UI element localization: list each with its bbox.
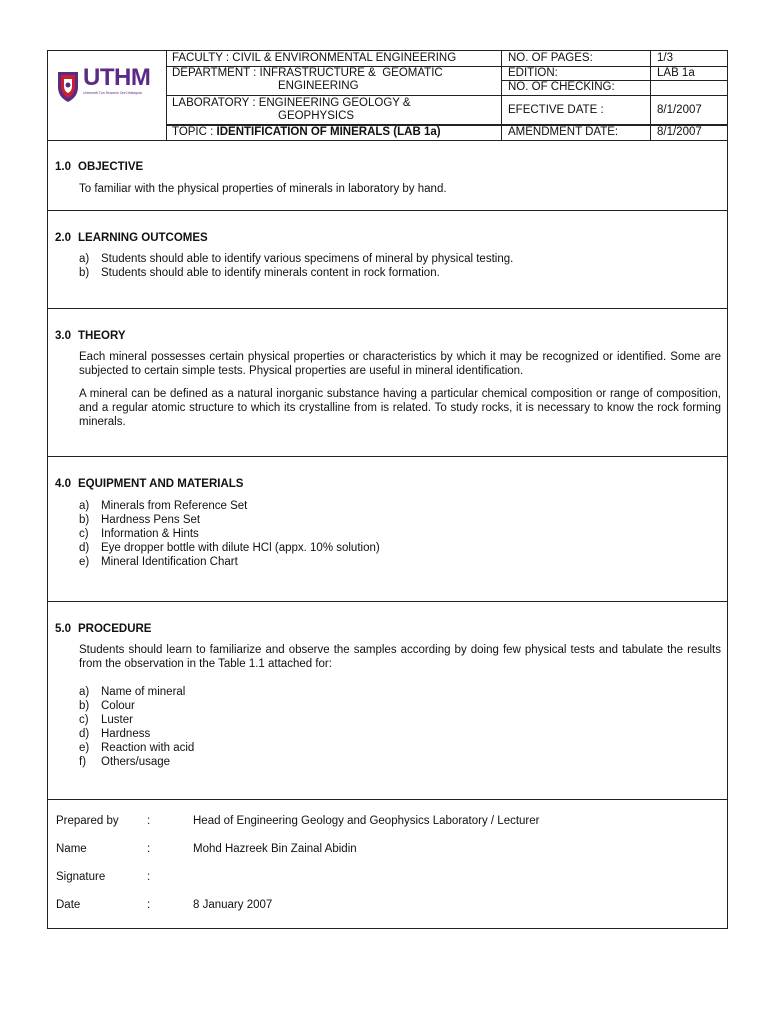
outcomes-number: 2.0 (55, 232, 71, 244)
list-item-text: Colour (101, 700, 135, 712)
procedure-number: 5.0 (55, 623, 71, 635)
list-item-text: Hardness Pens Set (101, 514, 201, 526)
list-item (79, 685, 194, 699)
topic-text (172, 126, 501, 139)
theory-heading (55, 330, 126, 342)
list-marker: c) (79, 528, 89, 540)
list-item-text: Others/usage (101, 756, 171, 768)
equipment-number: 4.0 (55, 478, 71, 490)
list-item (79, 555, 380, 569)
outcomes-heading (55, 232, 208, 244)
signoff-colon: : (147, 843, 151, 855)
section-learning-outcomes (48, 211, 727, 309)
equipment-heading (55, 478, 243, 490)
signoff-colon: : (147, 871, 151, 883)
list-marker: a) (79, 500, 90, 512)
laboratory-line2: GEOPHYSICS (278, 110, 355, 122)
list-marker: a) (79, 253, 90, 265)
signoff-label: Signature (56, 871, 106, 883)
section-objective (48, 140, 727, 211)
list-item-text: Hardness (101, 728, 151, 740)
no-of-pages-value: 1/3 (657, 52, 673, 64)
list-marker: d) (79, 728, 90, 740)
list-marker: b) (79, 700, 90, 712)
procedure-heading (55, 623, 151, 635)
list-item (79, 727, 194, 741)
list-item (79, 755, 194, 769)
list-marker: c) (79, 714, 89, 726)
signoff-value: Head of Engineering Geology and Geophysics Laboratory / Lecturer (193, 815, 540, 827)
no-of-checking-label: NO. OF CHECKING: (508, 81, 615, 93)
edition-value: LAB 1a (657, 67, 695, 79)
header-row-topic (166, 124, 727, 141)
section-equipment (48, 457, 727, 602)
faculty-text: FACULTY : CIVIL & ENVIRONMENTAL ENGINEERING (172, 52, 457, 64)
list-item (79, 266, 513, 280)
list-marker: e) (79, 742, 90, 754)
list-item-text: Name of mineral (101, 686, 186, 698)
procedure-text: Students should learn to familiarize and observe the samples according by doing few physical tests and tabulate the results from the observation in the Table 1.1 attached for: (79, 644, 721, 670)
document-header (48, 51, 727, 141)
list-item-text: Eye dropper bottle with dilute HCl (appx. 10% solution) (101, 542, 380, 554)
list-item (79, 713, 194, 727)
signoff-colon: : (147, 899, 151, 911)
objective-text: To familiar with the physical properties of minerals in laboratory by hand. (79, 183, 447, 195)
theory-paragraph-1: Each mineral possesses certain physical properties or characteristics by which it may be recognized or identified. Some are subjected to certain simple tests. Physical properties are useful in mineral identification. (79, 351, 721, 377)
list-marker: a) (79, 686, 90, 698)
signoff-label: Name (56, 843, 87, 855)
effective-date-value: 8/1/2007 (657, 104, 702, 116)
theory-title: THEORY (78, 330, 126, 342)
list-item (79, 741, 194, 755)
list-marker: b) (79, 267, 90, 279)
header-row-faculty (166, 51, 727, 67)
list-item (79, 513, 380, 527)
list-marker: f) (79, 756, 87, 768)
list-marker: b) (79, 514, 90, 526)
outcomes-title: LEARNING OUTCOMES (78, 232, 208, 244)
theory-paragraph-2: A mineral can be defined as a natural inorganic substance having a particular chemical composition or range of composition, and a regular atomic structure to which its crystalline from is related. To study rocks, it is necessary to know the rock forming minerals. (79, 388, 721, 428)
objective-heading (55, 161, 143, 173)
laboratory-line1: LABORATORY : ENGINEERING GEOLOGY & (172, 97, 411, 109)
list-item-text: Information & Hints (101, 528, 199, 540)
department-line1: DEPARTMENT : INFRASTRUCTURE & GEOMATIC (172, 67, 443, 79)
department-line2: ENGINEERING (278, 80, 359, 92)
theory-number: 3.0 (55, 330, 71, 342)
topic-label: TOPIC : (172, 126, 217, 138)
header-row-laboratory (166, 95, 727, 126)
outcomes-list (79, 252, 513, 280)
amendment-date-value: 8/1/2007 (657, 126, 702, 138)
list-item (79, 699, 194, 713)
no-of-pages-label: NO. OF PAGES: (508, 52, 593, 64)
list-item-text: Mineral Identification Chart (101, 556, 238, 568)
procedure-list (79, 685, 194, 769)
list-item (79, 252, 513, 266)
signoff-value: Mohd Hazreek Bin Zainal Abidin (193, 843, 357, 855)
list-item (79, 499, 380, 513)
list-item-text: Students should able to identify minerals content in rock formation. (101, 267, 440, 279)
list-item-text: Students should able to identify various specimens of mineral by physical testing. (101, 253, 514, 265)
list-marker: e) (79, 556, 90, 568)
logo-cell (48, 51, 167, 140)
equipment-title: EQUIPMENT AND MATERIALS (78, 478, 244, 490)
procedure-title: PROCEDURE (78, 623, 152, 635)
objective-number: 1.0 (55, 161, 71, 173)
signoff-label: Prepared by (56, 815, 119, 827)
list-item-text: Reaction with acid (101, 742, 195, 754)
signoff-colon: : (147, 815, 151, 827)
logo-subtext: Universiti Tun Hussein Onn Malaysia (83, 91, 142, 95)
objective-title: OBJECTIVE (78, 161, 144, 173)
list-item-text: Luster (101, 714, 133, 726)
list-item (79, 527, 380, 541)
signoff-label: Date (56, 899, 81, 911)
equipment-list (79, 499, 380, 569)
amendment-date-label: AMENDMENT DATE: (508, 126, 619, 138)
list-item-text: Minerals from Reference Set (101, 500, 248, 512)
header-row-department (166, 66, 727, 95)
list-item (79, 541, 380, 555)
topic-value: IDENTIFICATION OF MINERALS (LAB 1a) (216, 126, 441, 138)
section-procedure (48, 602, 727, 800)
edition-label: EDITION: (508, 67, 558, 79)
effective-date-label: EFECTIVE DATE : (508, 104, 604, 116)
document-frame (47, 50, 728, 929)
section-theory (48, 309, 727, 457)
signoff-value: 8 January 2007 (193, 899, 273, 911)
list-marker: d) (79, 542, 90, 554)
logo-text: UTHM (83, 64, 151, 91)
